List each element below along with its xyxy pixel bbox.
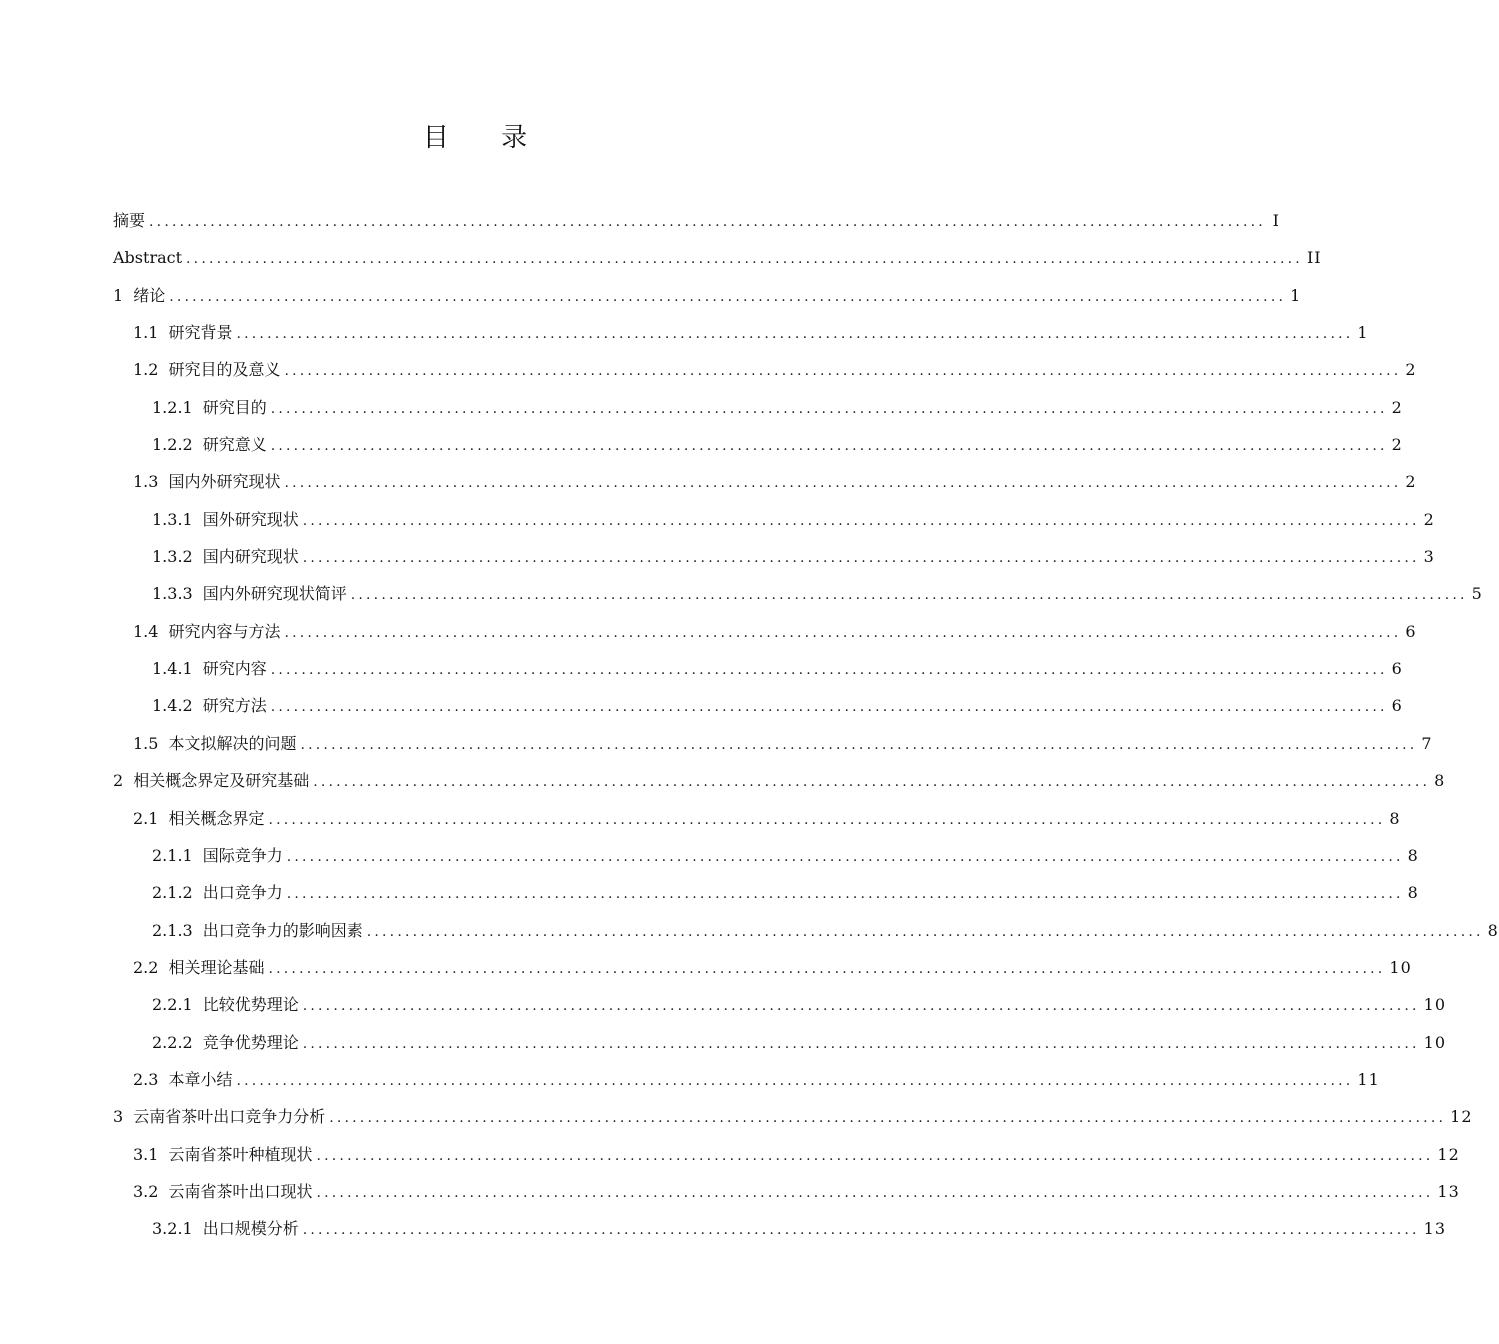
toc-entry[interactable] — [113, 949, 1412, 986]
toc-entry-page: 1 — [1357, 323, 1369, 343]
toc-dot-leader: .................................................................................................................................................. — [316, 1147, 1434, 1164]
toc-entry-label — [152, 912, 363, 949]
toc-entry[interactable] — [113, 1024, 1447, 1061]
toc-entry-number: 3 — [113, 1107, 124, 1127]
toc-entry[interactable] — [113, 351, 1417, 388]
toc-entry-text: 竞争优势理论 — [202, 1032, 299, 1052]
toc-dot-leader: .................................................................................................................................................. — [302, 1222, 1420, 1239]
toc-entry-text: 国内外研究现状 — [168, 472, 281, 492]
toc-entry-page: 2 — [1423, 509, 1435, 529]
toc-entry-label — [133, 949, 264, 986]
toc-entry-label — [152, 986, 299, 1023]
toc-entry-page: 12 — [1437, 1144, 1460, 1164]
toc-entry-page: 2 — [1391, 397, 1403, 417]
toc-entry-page: 10 — [1389, 957, 1412, 977]
toc-entry-number: 1.3.2 — [152, 547, 193, 567]
toc-entry-number: 1.4 — [133, 621, 159, 641]
toc-entry[interactable] — [113, 1173, 1460, 1210]
toc-entry-label — [152, 501, 299, 538]
toc-dot-leader: .................................................................................................................................................. — [268, 811, 1386, 828]
toc-entry-text: 本文拟解决的问题 — [168, 733, 297, 753]
toc-entry[interactable] — [113, 426, 1403, 463]
toc-entry-number: 1.3.3 — [152, 584, 193, 604]
toc-entry-label — [152, 1024, 299, 1061]
toc-dot-leader: .................................................................................................................................................. — [286, 886, 1404, 903]
toc-entry-number: 1.3 — [133, 472, 159, 492]
toc-entry-page: 7 — [1421, 733, 1433, 753]
toc-list — [113, 202, 1499, 1248]
toc-entry-page: 6 — [1391, 659, 1403, 679]
toc-dot-leader: .................................................................................................................................................. — [169, 288, 1287, 305]
toc-entry-number: 3.2 — [133, 1181, 159, 1201]
toc-dot-leader: .................................................................................................................................................. — [316, 1184, 1434, 1201]
toc-entry-label — [152, 650, 267, 687]
toc-entry-number: 1.2 — [133, 360, 159, 380]
toc-dot-leader: .................................................................................................................................................. — [186, 251, 1303, 268]
toc-entry-text: 研究目的 — [202, 397, 267, 417]
toc-entry-number: 1.2.1 — [152, 397, 193, 417]
toc-entry-label — [133, 1173, 312, 1210]
toc-entry-page: 8 — [1434, 771, 1446, 791]
toc-entry-page: 6 — [1405, 621, 1417, 641]
toc-entry-number: 1.4.1 — [152, 659, 193, 679]
toc-entry-text: 研究意义 — [202, 435, 267, 455]
toc-entry[interactable] — [113, 1136, 1460, 1173]
toc-entry-page: 1 — [1290, 285, 1302, 305]
toc-entry[interactable] — [113, 986, 1447, 1023]
toc-entry-label — [152, 575, 347, 612]
toc-entry-number: 1.2.2 — [152, 435, 193, 455]
toc-entry-page: 11 — [1357, 1069, 1380, 1089]
toc-entry-label — [113, 277, 165, 314]
toc-entry-text: 国内外研究现状简评 — [202, 584, 347, 604]
toc-entry[interactable] — [113, 277, 1302, 314]
toc-entry[interactable] — [113, 613, 1417, 650]
toc-entry-number: 2.1.1 — [152, 845, 193, 865]
toc-entry-page: 8 — [1407, 845, 1419, 865]
toc-entry-text: 研究内容 — [202, 659, 267, 679]
toc-entry-label — [152, 389, 267, 426]
toc-entry[interactable] — [113, 463, 1417, 500]
toc-entry[interactable] — [113, 912, 1499, 949]
toc-entry-label — [152, 687, 267, 724]
toc-dot-leader: .................................................................................................................................................. — [286, 848, 1404, 865]
toc-entry-number: 1 — [113, 285, 124, 305]
toc-entry-text: 云南省茶叶出口现状 — [168, 1181, 313, 1201]
toc-entry-page: II — [1306, 248, 1322, 268]
toc-entry-number: 2.1.3 — [152, 920, 193, 940]
toc-title: 目 录 — [422, 123, 550, 153]
toc-dot-leader: .................................................................................................................................................. — [149, 214, 1266, 230]
toc-entry-label — [133, 613, 280, 650]
toc-entry-text: 国外研究现状 — [202, 509, 299, 529]
toc-entry-page: 8 — [1487, 920, 1499, 940]
toc-entry[interactable] — [113, 1210, 1447, 1247]
toc-entry-label — [152, 874, 283, 911]
toc-entry[interactable] — [113, 762, 1446, 799]
toc-entry-label — [133, 351, 280, 388]
toc-entry-text: 云南省茶叶种植现状 — [168, 1144, 313, 1164]
toc-entry-text: 研究方法 — [202, 696, 267, 716]
toc-dot-leader: .................................................................................................................................................. — [270, 438, 1388, 455]
toc-dot-leader: .................................................................................................................................................. — [268, 960, 1386, 977]
toc-entry-number: 1.5 — [133, 733, 159, 753]
toc-entry[interactable] — [113, 202, 1280, 239]
toc-entry[interactable] — [113, 314, 1369, 351]
toc-entry-page: 13 — [1437, 1181, 1460, 1201]
toc-entry-text: Abstract — [113, 248, 183, 268]
toc-dot-leader: .................................................................................................................................................. — [270, 662, 1388, 679]
toc-entry-page: 13 — [1423, 1219, 1447, 1239]
toc-entry-number: 2.2 — [133, 957, 159, 977]
toc-entry-number: 3.2.1 — [152, 1219, 193, 1239]
toc-dot-leader: .................................................................................................................................................. — [236, 1072, 1354, 1089]
toc-entry-text: 相关理论基础 — [168, 957, 265, 977]
toc-entry-label — [133, 463, 280, 500]
toc-entry-page: 6 — [1391, 696, 1403, 716]
toc-dot-leader: .................................................................................................................................................. — [329, 1110, 1447, 1127]
toc-dot-leader: .................................................................................................................................................. — [302, 512, 1420, 529]
toc-entry-page: 2 — [1405, 472, 1417, 492]
toc-dot-leader: .................................................................................................................................................. — [284, 475, 1402, 492]
toc-entry-number: 1.4.2 — [152, 696, 193, 716]
toc-dot-leader: .................................................................................................................................................. — [270, 400, 1388, 417]
toc-entry[interactable] — [113, 389, 1403, 426]
toc-entry[interactable] — [113, 725, 1433, 762]
toc-entry[interactable] — [113, 874, 1419, 911]
toc-dot-leader: .................................................................................................................................................. — [350, 587, 1468, 604]
toc-entry-text: 国内研究现状 — [202, 547, 299, 567]
toc-entry-text: 绪论 — [133, 285, 166, 305]
toc-entry-number: 2.2.1 — [152, 995, 193, 1015]
toc-entry-number: 2 — [113, 771, 124, 791]
toc-entry-text: 出口竞争力 — [202, 883, 283, 903]
toc-entry-number: 3.1 — [133, 1144, 159, 1164]
toc-entry[interactable] — [113, 501, 1435, 538]
toc-entry-text: 相关概念界定及研究基础 — [133, 771, 310, 791]
toc-entry-number: 1.1 — [133, 323, 159, 343]
toc-entry-label — [152, 1210, 299, 1247]
toc-entry-label — [152, 538, 299, 575]
toc-dot-leader: .................................................................................................................................................. — [284, 363, 1402, 380]
toc-entry-number: 2.2.2 — [152, 1032, 193, 1052]
toc-entry[interactable] — [113, 1098, 1473, 1135]
toc-entry-label — [133, 725, 296, 762]
toc-entry-text: 出口竞争力的影响因素 — [202, 920, 363, 940]
toc-entry-text: 云南省茶叶出口竞争力分析 — [133, 1107, 326, 1127]
toc-dot-leader: .................................................................................................................................................. — [366, 923, 1484, 940]
toc-dot-leader: .................................................................................................................................................. — [302, 1035, 1420, 1052]
toc-entry[interactable] — [113, 538, 1435, 575]
toc-entry-page: I — [1272, 211, 1280, 230]
toc-entry-label — [133, 314, 232, 351]
toc-dot-leader: .................................................................................................................................................. — [236, 326, 1354, 343]
toc-entry-text: 国际竞争力 — [202, 845, 283, 865]
toc-entry-number: 2.1 — [133, 808, 159, 828]
toc-entry-page: 5 — [1471, 584, 1483, 604]
toc-entry[interactable] — [113, 687, 1403, 724]
toc-entry-text: 本章小结 — [168, 1069, 233, 1089]
toc-entry-label — [113, 1098, 325, 1135]
toc-entry-label — [113, 239, 182, 276]
toc-entry-page: 10 — [1423, 995, 1447, 1015]
toc-dot-leader: .................................................................................................................................................. — [302, 550, 1420, 567]
toc-entry-number: 2.3 — [133, 1069, 159, 1089]
toc-entry-page: 2 — [1391, 435, 1403, 455]
toc-entry[interactable] — [113, 1061, 1380, 1098]
toc-entry[interactable] — [113, 800, 1401, 837]
toc-entry-page: 8 — [1389, 808, 1401, 828]
toc-entry-label — [113, 202, 145, 239]
toc-entry[interactable] — [113, 239, 1322, 276]
toc-entry[interactable] — [113, 837, 1419, 874]
toc-dot-leader: .................................................................................................................................................. — [302, 998, 1420, 1015]
toc-entry-number: 1.3.1 — [152, 509, 193, 529]
toc-entry-page: 2 — [1405, 360, 1417, 380]
toc-entry-number: 2.1.2 — [152, 883, 193, 903]
toc-dot-leader: .................................................................................................................................................. — [313, 774, 1431, 791]
toc-entry-label — [133, 800, 264, 837]
toc-dot-leader: .................................................................................................................................................. — [270, 699, 1388, 716]
toc-dot-leader: .................................................................................................................................................. — [284, 624, 1402, 641]
toc-entry-page: 10 — [1423, 1032, 1447, 1052]
toc-entry-text: 研究目的及意义 — [168, 360, 281, 380]
toc-entry-page: 12 — [1450, 1107, 1473, 1127]
toc-entry-label — [113, 762, 309, 799]
toc-entry-label — [133, 1136, 312, 1173]
toc-entry-text: 摘要 — [113, 211, 146, 230]
toc-entry-label — [152, 837, 283, 874]
toc-entry[interactable] — [113, 575, 1483, 612]
toc-entry-page: 3 — [1423, 547, 1435, 567]
toc-entry-page: 8 — [1407, 883, 1419, 903]
toc-entry-text: 研究背景 — [168, 323, 233, 343]
toc-entry-text: 相关概念界定 — [168, 808, 265, 828]
toc-entry-text: 研究内容与方法 — [168, 621, 281, 641]
toc-entry-text: 出口规模分析 — [202, 1219, 299, 1239]
toc-entry-text: 比较优势理论 — [202, 995, 299, 1015]
toc-entry[interactable] — [113, 650, 1403, 687]
toc-dot-leader: .................................................................................................................................................. — [300, 736, 1418, 753]
toc-entry-label — [133, 1061, 232, 1098]
toc-entry-label — [152, 426, 267, 463]
